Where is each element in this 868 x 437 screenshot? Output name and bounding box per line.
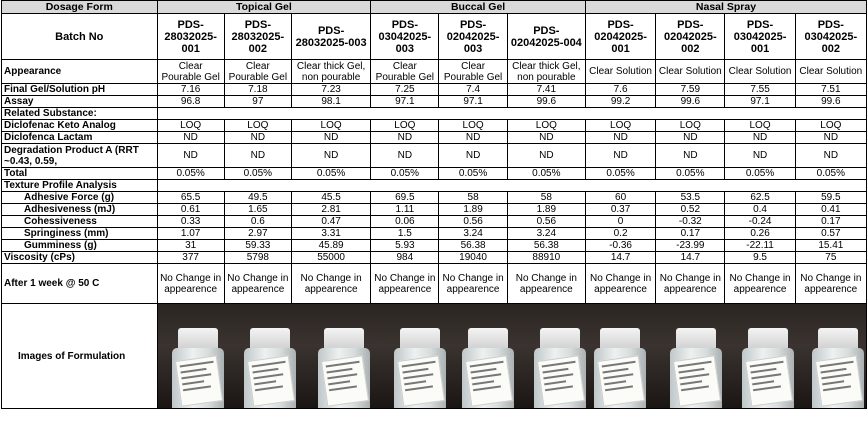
- assay-cell: 97.1: [725, 96, 795, 108]
- assay-cell: 99.6: [656, 96, 725, 108]
- adhesive-force-cell: 45.5: [291, 192, 370, 204]
- lactam-cell: ND: [507, 132, 585, 144]
- keto-cell: LOQ: [157, 120, 224, 132]
- keto-cell: LOQ: [439, 120, 507, 132]
- springiness-cell: 0.57: [795, 228, 866, 240]
- bottle-icon: [670, 328, 722, 408]
- bottle-icon: [534, 328, 586, 408]
- keto-cell: LOQ: [507, 120, 585, 132]
- gumminess-cell: 59.33: [224, 240, 291, 252]
- adhesiveness-row: [2, 204, 867, 216]
- degradation-cell: ND: [725, 144, 795, 168]
- keto-cell: LOQ: [656, 120, 725, 132]
- ph-cell: 7.4: [439, 84, 507, 96]
- after-week-cell: No Change in appearence: [157, 264, 224, 304]
- adhesiveness-cell: 0.37: [585, 204, 655, 216]
- lactam-cell: ND: [795, 132, 866, 144]
- cohesiveness-cell: 0.6: [224, 216, 291, 228]
- texture-row: [2, 180, 867, 192]
- keto-cell: LOQ: [291, 120, 370, 132]
- total-cell: 0.05%: [795, 168, 866, 180]
- viscosity-cell: 14.7: [585, 252, 655, 264]
- section-filler: [157, 108, 866, 120]
- batch-cell: PDS-03042025-002: [795, 14, 866, 60]
- appearance-cell: Clear Solution: [795, 60, 866, 84]
- total-cell: 0.05%: [507, 168, 585, 180]
- assay-row: [2, 96, 867, 108]
- after-week-cell: No Change in appearence: [224, 264, 291, 304]
- viscosity-label: Viscosity (cPs): [2, 252, 158, 264]
- adhesiveness-cell: 0.52: [656, 204, 725, 216]
- batch-cell: PDS-02042025-004: [507, 14, 585, 60]
- total-cell: 0.05%: [656, 168, 725, 180]
- batch-cell: PDS-03042025-001: [725, 14, 795, 60]
- assay-cell: 97: [224, 96, 291, 108]
- nasal-spray-header: Nasal Spray: [585, 1, 866, 14]
- lactam-row: [2, 132, 867, 144]
- appearance-cell: Clear Solution: [585, 60, 655, 84]
- adhesive-force-cell: 53.5: [656, 192, 725, 204]
- cohesiveness-cell: 0.17: [795, 216, 866, 228]
- lactam-cell: ND: [439, 132, 507, 144]
- keto-cell: LOQ: [725, 120, 795, 132]
- total-cell: 0.05%: [157, 168, 224, 180]
- viscosity-cell: 75: [795, 252, 866, 264]
- texture-label: Texture Profile Analysis: [2, 180, 158, 192]
- assay-label: Assay: [2, 96, 158, 108]
- degradation-cell: ND: [795, 144, 866, 168]
- appearance-cell: Clear Pourable Gel: [224, 60, 291, 84]
- adhesive-force-cell: 62.5: [725, 192, 795, 204]
- cohesiveness-cell: 0.06: [371, 216, 439, 228]
- lactam-cell: ND: [157, 132, 224, 144]
- bottle-icon: [244, 328, 296, 408]
- viscosity-cell: 5798: [224, 252, 291, 264]
- appearance-cell: Clear Pourable Gel: [371, 60, 439, 84]
- batch-cell: PDS-28032025-001: [157, 14, 224, 60]
- lactam-cell: ND: [291, 132, 370, 144]
- appearance-cell: Clear thick Gel, non pourable: [507, 60, 585, 84]
- dosage-form-label: Dosage Form: [2, 1, 158, 14]
- total-cell: 0.05%: [371, 168, 439, 180]
- lactam-cell: ND: [585, 132, 655, 144]
- gumminess-cell: -22.11: [725, 240, 795, 252]
- ph-label: Final Gel/Solution pH: [2, 84, 158, 96]
- lactam-cell: ND: [224, 132, 291, 144]
- gumminess-row: [2, 240, 867, 252]
- adhesive-force-cell: 58: [507, 192, 585, 204]
- bottle-icon: [594, 328, 646, 408]
- bottles-image: [158, 304, 866, 408]
- ph-cell: 7.41: [507, 84, 585, 96]
- batch-cell: PDS-02042025-003: [439, 14, 507, 60]
- springiness-cell: 3.31: [291, 228, 370, 240]
- adhesiveness-cell: 0.61: [157, 204, 224, 216]
- topical-gel-header: Topical Gel: [157, 1, 371, 14]
- springiness-cell: 0.26: [725, 228, 795, 240]
- gumminess-cell: 15.41: [795, 240, 866, 252]
- adhesiveness-cell: 1.11: [371, 204, 439, 216]
- after-week-label: After 1 week @ 50 C: [2, 264, 158, 304]
- degradation-cell: ND: [656, 144, 725, 168]
- adhesiveness-cell: 0.41: [795, 204, 866, 216]
- lactam-cell: ND: [725, 132, 795, 144]
- ph-cell: 7.18: [224, 84, 291, 96]
- adhesive-force-cell: 59.5: [795, 192, 866, 204]
- viscosity-cell: 984: [371, 252, 439, 264]
- assay-cell: 97.1: [439, 96, 507, 108]
- ph-cell: 7.25: [371, 84, 439, 96]
- assay-cell: 99.2: [585, 96, 655, 108]
- ph-row: [2, 84, 867, 96]
- cohesiveness-cell: 0.56: [507, 216, 585, 228]
- degradation-cell: ND: [157, 144, 224, 168]
- adhesive-force-row: [2, 192, 867, 204]
- cohesiveness-cell: 0: [585, 216, 655, 228]
- springiness-label: Springiness (mm): [2, 228, 158, 240]
- after-week-cell: No Change in appearence: [725, 264, 795, 304]
- degradation-cell: ND: [224, 144, 291, 168]
- springiness-cell: 0.2: [585, 228, 655, 240]
- adhesive-force-cell: 60: [585, 192, 655, 204]
- images-row: [2, 304, 867, 409]
- viscosity-cell: 14.7: [656, 252, 725, 264]
- assay-cell: 97.1: [371, 96, 439, 108]
- adhesiveness-cell: 1.89: [507, 204, 585, 216]
- ph-cell: 7.6: [585, 84, 655, 96]
- springiness-cell: 1.5: [371, 228, 439, 240]
- batch-cell: PDS-28032025-003: [291, 14, 370, 60]
- viscosity-cell: 9.5: [725, 252, 795, 264]
- appearance-cell: Clear Pourable Gel: [439, 60, 507, 84]
- batch-cell: PDS-03042025-003: [371, 14, 439, 60]
- images-label: Images of Formulation: [2, 304, 158, 409]
- batch-cell: PDS-02042025-001: [585, 14, 655, 60]
- assay-cell: 99.6: [795, 96, 866, 108]
- gumminess-cell: 56.38: [507, 240, 585, 252]
- viscosity-cell: 19040: [439, 252, 507, 264]
- ph-cell: 7.16: [157, 84, 224, 96]
- adhesive-force-cell: 58: [439, 192, 507, 204]
- bottle-icon: [812, 328, 864, 408]
- total-cell: 0.05%: [725, 168, 795, 180]
- keto-label: Diclofenac Keto Analog: [2, 120, 158, 132]
- total-cell: 0.05%: [585, 168, 655, 180]
- adhesiveness-cell: 0.4: [725, 204, 795, 216]
- gumminess-cell: 31: [157, 240, 224, 252]
- after-week-cell: No Change in appearence: [507, 264, 585, 304]
- viscosity-cell: 377: [157, 252, 224, 264]
- gumminess-cell: -23.99: [656, 240, 725, 252]
- springiness-cell: 3.24: [507, 228, 585, 240]
- assay-cell: 98.1: [291, 96, 370, 108]
- gumminess-label: Gumminess (g): [2, 240, 158, 252]
- after-week-cell: No Change in appearence: [656, 264, 725, 304]
- batch-row: [2, 14, 867, 60]
- viscosity-cell: 88910: [507, 252, 585, 264]
- cohesiveness-row: [2, 216, 867, 228]
- cohesiveness-cell: 0.56: [439, 216, 507, 228]
- appearance-cell: Clear Solution: [725, 60, 795, 84]
- springiness-row: [2, 228, 867, 240]
- ph-cell: 7.59: [656, 84, 725, 96]
- appearance-cell: Clear Solution: [656, 60, 725, 84]
- cohesiveness-cell: 0.47: [291, 216, 370, 228]
- degradation-cell: ND: [507, 144, 585, 168]
- degradation-cell: ND: [439, 144, 507, 168]
- adhesive-force-cell: 69.5: [371, 192, 439, 204]
- bottle-icon: [742, 328, 794, 408]
- adhesiveness-cell: 2.81: [291, 204, 370, 216]
- bottle-icon: [394, 328, 446, 408]
- springiness-cell: 2.97: [224, 228, 291, 240]
- after-week-cell: No Change in appearence: [585, 264, 655, 304]
- viscosity-row: [2, 252, 867, 264]
- ph-cell: 7.51: [795, 84, 866, 96]
- degradation-row: [2, 144, 867, 168]
- appearance-row: [2, 60, 867, 84]
- ph-cell: 7.23: [291, 84, 370, 96]
- adhesiveness-label: Adhesiveness (mJ): [2, 204, 158, 216]
- adhesive-force-cell: 65.5: [157, 192, 224, 204]
- degradation-cell: ND: [291, 144, 370, 168]
- adhesiveness-cell: 1.89: [439, 204, 507, 216]
- dosage-form-row: [2, 1, 867, 14]
- assay-cell: 96.8: [157, 96, 224, 108]
- gumminess-cell: 5.93: [371, 240, 439, 252]
- formulation-photo: [157, 304, 866, 409]
- appearance-label: Appearance: [2, 60, 158, 84]
- bottle-icon: [172, 328, 224, 408]
- cohesiveness-cell: -0.24: [725, 216, 795, 228]
- lactam-label: Diclofenca Lactam: [2, 132, 158, 144]
- gumminess-cell: 45.89: [291, 240, 370, 252]
- total-cell: 0.05%: [439, 168, 507, 180]
- related-label: Related Substance:: [2, 108, 158, 120]
- lactam-cell: ND: [371, 132, 439, 144]
- buccal-gel-header: Buccal Gel: [371, 1, 586, 14]
- after-week-row: [2, 264, 867, 304]
- after-week-cell: No Change in appearence: [371, 264, 439, 304]
- batch-label: Batch No: [2, 14, 158, 60]
- keto-cell: LOQ: [795, 120, 866, 132]
- total-row: [2, 168, 867, 180]
- total-cell: 0.05%: [291, 168, 370, 180]
- keto-cell: LOQ: [585, 120, 655, 132]
- batch-cell: PDS-02042025-002: [656, 14, 725, 60]
- degradation-label: Degradation Product A (RRT ~0.43, 0.59,: [2, 144, 158, 168]
- keto-cell: LOQ: [224, 120, 291, 132]
- bottle-icon: [462, 328, 514, 408]
- gumminess-cell: 56.38: [439, 240, 507, 252]
- springiness-cell: 1.07: [157, 228, 224, 240]
- after-week-cell: No Change in appearence: [795, 264, 866, 304]
- after-week-cell: No Change in appearence: [291, 264, 370, 304]
- total-label: Total: [2, 168, 158, 180]
- appearance-cell: Clear Pourable Gel: [157, 60, 224, 84]
- cohesiveness-label: Cohessiveness: [2, 216, 158, 228]
- formulation-table: [1, 0, 867, 409]
- lactam-cell: ND: [656, 132, 725, 144]
- ph-cell: 7.55: [725, 84, 795, 96]
- viscosity-cell: 55000: [291, 252, 370, 264]
- appearance-cell: Clear thick Gel, non pourable: [291, 60, 370, 84]
- total-cell: 0.05%: [224, 168, 291, 180]
- degradation-cell: ND: [371, 144, 439, 168]
- assay-cell: 99.6: [507, 96, 585, 108]
- adhesive-force-cell: 49.5: [224, 192, 291, 204]
- keto-row: [2, 120, 867, 132]
- keto-cell: LOQ: [371, 120, 439, 132]
- springiness-cell: 0.17: [656, 228, 725, 240]
- adhesive-force-label: Adhesive Force (g): [2, 192, 158, 204]
- related-row: [2, 108, 867, 120]
- gumminess-cell: -0.36: [585, 240, 655, 252]
- batch-cell: PDS-28032025-002: [224, 14, 291, 60]
- cohesiveness-cell: -0.32: [656, 216, 725, 228]
- section-filler: [157, 180, 866, 192]
- degradation-cell: ND: [585, 144, 655, 168]
- after-week-cell: No Change in appearence: [439, 264, 507, 304]
- cohesiveness-cell: 0.33: [157, 216, 224, 228]
- adhesiveness-cell: 1.65: [224, 204, 291, 216]
- springiness-cell: 3.24: [439, 228, 507, 240]
- bottle-icon: [318, 328, 370, 408]
